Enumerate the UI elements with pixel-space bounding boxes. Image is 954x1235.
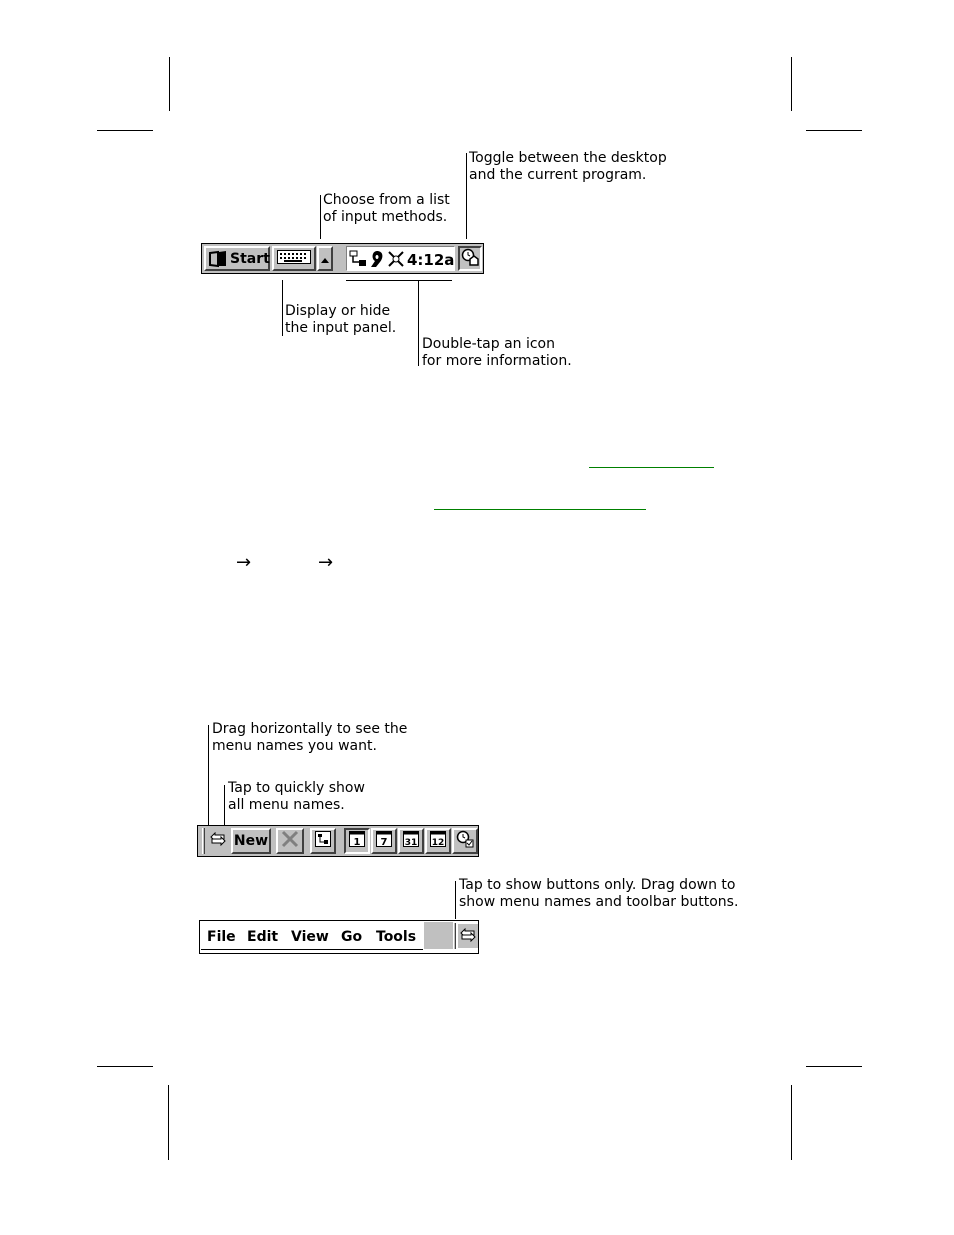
desktop-toggle-button[interactable] xyxy=(458,246,482,271)
drag-grip[interactable] xyxy=(202,828,205,854)
tray-bracket xyxy=(346,280,452,281)
callout-drag-horizontal: Drag horizontally to see the menu names you want. xyxy=(212,721,408,754)
callout-leader xyxy=(224,785,225,825)
callout-input-methods: Choose from a list of input methods. xyxy=(323,192,450,225)
year-12-icon xyxy=(430,831,446,851)
week-view-button[interactable] xyxy=(371,828,397,854)
input-method-selector[interactable] xyxy=(317,246,333,271)
callout-toggle-desktop: Toggle between the desktop and the current program. xyxy=(469,150,667,183)
menu-path-arrow: → xyxy=(318,552,334,573)
week-7-icon xyxy=(376,831,392,851)
show-menus-button[interactable] xyxy=(208,829,228,853)
new-button[interactable]: New xyxy=(231,828,271,854)
command-bar xyxy=(197,825,479,857)
callout-leader xyxy=(282,280,283,336)
tree-view-button[interactable] xyxy=(310,828,336,854)
year-view-button[interactable] xyxy=(425,828,451,854)
menu-bar-filler xyxy=(424,922,453,949)
crop-mark xyxy=(97,1066,153,1067)
callout-leader xyxy=(455,881,456,919)
show-buttons-button[interactable] xyxy=(458,924,478,948)
day-view-button[interactable] xyxy=(344,828,370,854)
callout-leader xyxy=(418,280,419,366)
keyboard-icon xyxy=(277,250,311,268)
notification-tray xyxy=(346,246,455,271)
delete-button[interactable] xyxy=(276,828,304,854)
svg-text:1: 1 xyxy=(353,837,361,847)
up-arrow-icon xyxy=(321,251,329,267)
drag-grip[interactable] xyxy=(453,923,456,949)
crop-mark xyxy=(791,57,792,111)
clock-icon xyxy=(456,830,474,852)
hyperlink-underline[interactable] xyxy=(434,509,646,510)
crop-mark xyxy=(806,1066,862,1067)
swap-arrows-icon xyxy=(460,927,476,946)
crop-mark xyxy=(169,57,170,111)
menu-tools[interactable]: Tools xyxy=(376,929,417,945)
callout-leader xyxy=(320,195,321,239)
menu-edit[interactable]: Edit xyxy=(247,929,279,945)
crop-mark xyxy=(791,1085,792,1160)
callout-double-tap: Double-tap an icon for more information. xyxy=(422,336,572,369)
speaker-icon[interactable] xyxy=(368,249,386,273)
menu-view[interactable]: View xyxy=(291,929,329,945)
agenda-button[interactable] xyxy=(452,828,478,854)
callout-input-panel: Display or hide the input panel. xyxy=(285,303,397,336)
callout-tap-buttons-only: Tap to show buttons only. Drag down to show menu names and toolbar buttons. xyxy=(459,877,739,910)
menu-strip xyxy=(201,922,423,950)
month-view-button[interactable] xyxy=(398,828,424,854)
hyperlink-underline[interactable] xyxy=(589,467,714,468)
svg-text:31: 31 xyxy=(404,838,418,847)
desktop-icon xyxy=(461,248,479,270)
crop-mark xyxy=(97,130,153,131)
menu-file[interactable]: File xyxy=(207,929,236,945)
start-flag-icon xyxy=(208,250,228,268)
month-31-icon xyxy=(403,831,419,851)
day-1-icon xyxy=(349,831,365,851)
menu-go[interactable]: Go xyxy=(341,929,363,945)
swap-arrows-icon xyxy=(210,832,226,850)
callout-leader xyxy=(208,725,209,825)
start-label: Start xyxy=(230,250,270,267)
svg-text:7: 7 xyxy=(380,837,388,847)
menu-path-arrow: → xyxy=(236,552,252,573)
tree-view-icon xyxy=(315,831,331,851)
delete-x-icon xyxy=(281,830,299,852)
crop-mark xyxy=(168,1085,169,1160)
taskbar xyxy=(201,243,484,274)
menu-bar xyxy=(199,920,479,954)
svg-text:12: 12 xyxy=(431,838,445,847)
input-panel-button[interactable] xyxy=(272,246,316,271)
crop-mark xyxy=(806,130,862,131)
start-button[interactable] xyxy=(204,246,270,271)
callout-leader xyxy=(466,153,467,239)
clock-text[interactable]: 4:12a xyxy=(407,251,455,269)
connection-icon[interactable] xyxy=(349,250,367,272)
callout-tap-show-all: Tap to quickly show all menu names. xyxy=(228,780,365,813)
sound-off-icon[interactable] xyxy=(387,250,405,272)
